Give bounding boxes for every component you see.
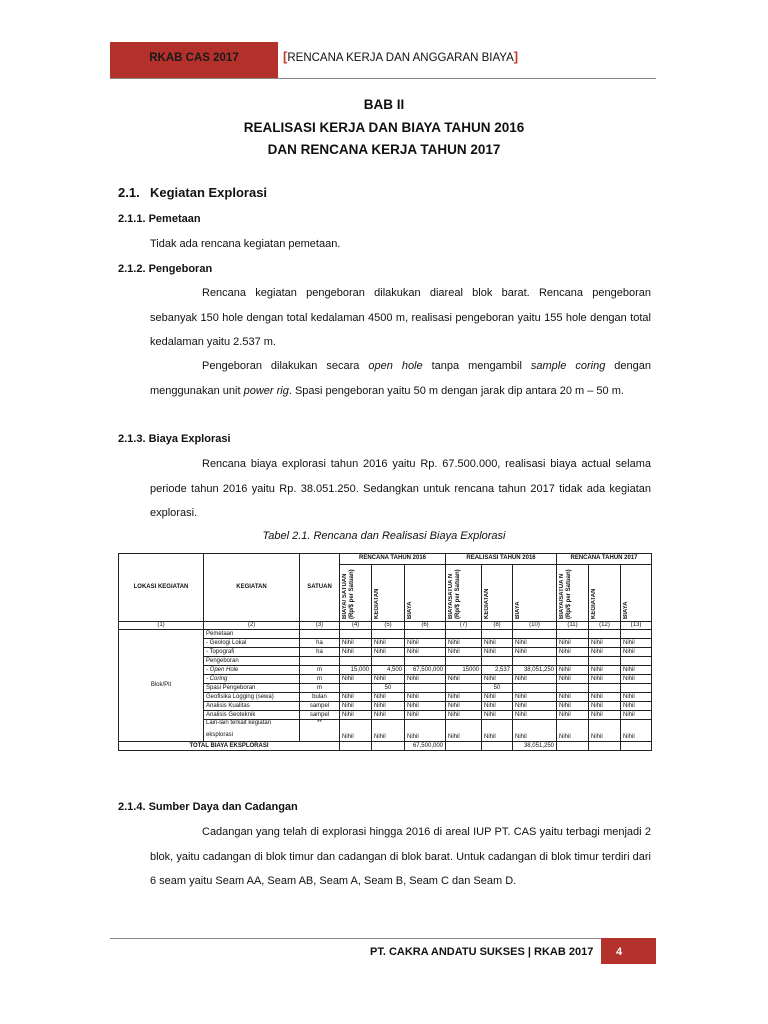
value-cell [482,657,513,666]
section-2-1-2-paragraph-1: Rencana kegiatan pengeboran dilakukan diareal blok barat. Rencana pengeboran sebanyak 150 hole dengan total kedalaman 4500 m, realisasi pengeboran yaitu 155 hole dengan total kedalaman yaitu 2.537 m. [150,287,651,348]
satuan-cell: sampel [300,702,340,711]
column-number: (4) [340,622,372,630]
kegiatan-cell: Geofisika Logging (sewa) [204,693,300,702]
header-kegiatan-vertical: KEGIATAN [372,565,405,622]
column-number: (5) [372,622,405,630]
value-cell: Nihil [372,675,405,684]
table-row [119,630,652,639]
kegiatan-cell [204,720,300,742]
header-rencana-2016: RENCANA TAHUN 2016 [340,554,446,565]
kegiatan-line: eksplorasi [206,731,234,738]
satuan-cell: ha [300,639,340,648]
value-cell: Nihil [446,675,482,684]
value-cell [446,684,482,693]
value-cell: Nihil [589,666,621,675]
value-cell [513,630,557,639]
column-number: (6) [405,622,446,630]
section-2-1-number: 2.1. [118,185,140,200]
value-cell [405,684,446,693]
total-row [119,742,652,751]
value-cell: Nihil [589,648,621,657]
value-cell: Nihil [446,639,482,648]
section-2-1-1-heading: 2.1.1. Pemetaan [118,213,201,225]
value-cell: Nihil [557,666,589,675]
value-cell: Nihil [557,711,589,720]
value-cell: 15,000 [340,666,372,675]
footer-rule [110,938,601,939]
column-number: (12) [589,622,621,630]
header-title: [RENCANA KERJA DAN ANGGARAN BIAYA] [283,49,519,64]
value-cell [621,657,652,666]
value-cell [340,657,372,666]
value-cell: Nihil [513,693,557,702]
value-cell: Nihil [589,711,621,720]
value-cell: Nihil [621,720,652,742]
section-2-1-title: Kegiatan Explorasi [150,185,268,200]
kegiatan-line: Lain-lain terkait kegiatan [206,720,272,727]
value-cell: 2,537 [482,666,513,675]
satuan-cell: m [300,684,340,693]
total-rencana-2016: 67,500,000 [405,742,446,751]
header-biaya: BIAYA [621,565,652,622]
value-cell: Nihil [482,693,513,702]
header-kegiatan-vertical: KEGIATAN [482,565,513,622]
total-realisasi-2016: 38,051,250 [513,742,557,751]
value-cell: Nihil [405,720,446,742]
chapter-title-line1: REALISASI KERJA DAN BIAYA TAHUN 2016 [243,120,525,135]
value-cell: Nihil [340,711,372,720]
column-number: (11) [557,622,589,630]
kegiatan-cell: Pengeboran [204,657,300,666]
satuan-cell: ** [300,720,340,742]
column-number: (2) [204,622,300,630]
value-cell: Nihil [482,675,513,684]
value-cell: Nihil [405,675,446,684]
section-2-1-2-heading: 2.1.2. Pengeboran [118,263,213,275]
value-cell: Nihil [372,720,405,742]
section-2-1-4-paragraph: Cadangan yang telah di explorasi hingga 2016 di areal IUP PT. CAS yaitu terbagi menjadi 2 blok, yaitu cadangan di blok timur dan cadangan di blok barat. Untuk cadangan di blok timur terdiri dari 6 seam yaitu Seam AA, Seam AB, Seam A, Seam B, Seam C dan Seam D. [150,826,651,887]
column-number: (7) [446,622,482,630]
value-cell: Nihil [405,693,446,702]
value-cell: Nihil [340,639,372,648]
value-cell [405,657,446,666]
column-number: (1) [119,622,204,630]
column-number: (10) [513,622,557,630]
column-number: (3) [300,622,340,630]
value-cell [372,657,405,666]
satuan-cell: m [300,666,340,675]
value-cell [621,630,652,639]
value-cell: Nihil [372,702,405,711]
value-cell: Nihil [557,675,589,684]
header-biaya-satuan: BIAYA/SATUA N (Rp/$ per Satuan) [557,565,589,622]
header-kegiatan: KEGIATAN [204,554,300,622]
section-2-1-2-paragraph-2: Pengeboran dilakukan secara open hole tanpa mengambil sample coring dengan menggunakan unit power rig. Spasi pengeboran yaitu 50 m dengan jarak dip antara 20 m – 50 m. [150,360,651,397]
value-cell: Nihil [482,648,513,657]
header-biaya-satuan: BIAYA/ SATUAN (Rp/$ per Satuan) [340,565,372,622]
value-cell: Nihil [340,702,372,711]
value-cell: Nihil [405,639,446,648]
value-cell: Nihil [405,702,446,711]
value-cell: 50 [372,684,405,693]
header-lokasi: LOKASI KEGIATAN [119,554,204,622]
header-biaya-satuan: BIAYA/SATUA N (Rp/$ per Satuan) [446,565,482,622]
value-cell: 15000 [446,666,482,675]
value-cell: Nihil [513,648,557,657]
section-2-1-4-heading: 2.1.4. Sumber Daya dan Cadangan [118,801,298,813]
value-cell: Nihil [621,675,652,684]
value-cell: Nihil [372,693,405,702]
column-number: (8) [482,622,513,630]
value-cell: Nihil [557,648,589,657]
chapter-title-line2: DAN RENCANA KERJA TAHUN 2017 [267,142,501,157]
value-cell: Nihil [589,675,621,684]
value-cell: 38,051,250 [513,666,557,675]
value-cell: Nihil [557,639,589,648]
satuan-cell [300,630,340,639]
value-cell: Nihil [482,702,513,711]
value-cell: Nihil [482,639,513,648]
value-cell: Nihil [589,639,621,648]
value-cell [557,630,589,639]
value-cell [372,630,405,639]
value-cell: Nihil [482,711,513,720]
section-2-1-1-text: Tidak ada rencana kegiatan pemetaan. [150,238,341,250]
value-cell: Nihil [405,648,446,657]
satuan-cell: bulan [300,693,340,702]
value-cell [621,684,652,693]
value-cell [557,657,589,666]
value-cell: Nihil [621,666,652,675]
value-cell: Nihil [482,720,513,742]
value-cell: Nihil [621,639,652,648]
value-cell: Nihil [372,711,405,720]
satuan-cell: m [300,675,340,684]
value-cell: Nihil [589,702,621,711]
value-cell: Nihil [557,693,589,702]
value-cell: Nihil [446,648,482,657]
value-cell [589,657,621,666]
header-biaya: BIAYA [405,565,446,622]
value-cell: 50 [482,684,513,693]
value-cell: Nihil [340,693,372,702]
value-cell: Nihil [513,720,557,742]
value-cell: Nihil [513,711,557,720]
value-cell: Nihil [557,702,589,711]
lokasi-cell: Blok/Pit [119,630,204,742]
header-code: RKAB CAS 2017 [149,52,239,64]
value-cell: Nihil [621,711,652,720]
satuan-cell: ha [300,648,340,657]
table-caption: Tabel 2.1. Rencana dan Realisasi Biaya Explorasi [262,530,506,542]
column-number: (13) [621,622,652,630]
value-cell [405,630,446,639]
value-cell: Nihil [446,702,482,711]
value-cell: Nihil [405,711,446,720]
header-rule [110,78,656,79]
value-cell: Nihil [557,720,589,742]
section-2-1-3-paragraph: Rencana biaya explorasi tahun 2016 yaitu Rp. 67.500.000, realisasi biaya actual selama periode tahun 2016 yaitu Rp. 38.051.250. Sedangkan untuk rencana tahun 2017 tidak ada kegiatan explorasi. [150,458,651,519]
kegiatan-cell: - Coring [204,675,300,684]
value-cell: Nihil [589,720,621,742]
total-label: TOTAL BIAYA EKSPLORASI [119,742,340,751]
kegiatan-cell: Spasi Pengeboran [204,684,300,693]
value-cell: Nihil [513,675,557,684]
satuan-cell: sampel [300,711,340,720]
header-kegiatan-vertical: KEGIATAN [589,565,621,622]
satuan-cell [300,657,340,666]
value-cell: 4,500 [372,666,405,675]
kegiatan-cell: - Topografi [204,648,300,657]
footer-company: PT. CAKRA ANDATU SUKSES | RKAB 2017 [370,946,594,958]
value-cell [513,684,557,693]
value-cell: Nihil [621,702,652,711]
kegiatan-cell: - Open Hole [204,666,300,675]
exploration-cost-table [118,553,652,751]
chapter-number: BAB II [363,97,405,112]
value-cell [482,630,513,639]
value-cell: Nihil [446,693,482,702]
value-cell [446,630,482,639]
value-cell: Nihil [513,639,557,648]
value-cell: Nihil [340,675,372,684]
value-cell [589,684,621,693]
section-2-1-3-heading: 2.1.3. Biaya Explorasi [118,433,231,445]
value-cell [557,684,589,693]
kegiatan-cell: - Geologi Lokal [204,639,300,648]
value-cell [589,630,621,639]
value-cell: Nihil [372,648,405,657]
header-rencana-2017: RENCANA TAHUN 2017 [557,554,652,565]
header-biaya: BIAYA [513,565,557,622]
kegiatan-cell: Pemetaan [204,630,300,639]
page-number: 4 [615,946,623,958]
value-cell [340,684,372,693]
value-cell: Nihil [446,720,482,742]
value-cell: Nihil [513,702,557,711]
header-realisasi-2016: REALISASI TAHUN 2016 [446,554,557,565]
value-cell: Nihil [340,648,372,657]
header-satuan: SATUAN [300,554,340,622]
value-cell [340,630,372,639]
kegiatan-cell: Analisis Kualitas [204,702,300,711]
value-cell [513,657,557,666]
value-cell [446,657,482,666]
value-cell: 67,500,000 [405,666,446,675]
value-cell: Nihil [340,720,372,742]
value-cell: Nihil [446,711,482,720]
value-cell: Nihil [372,639,405,648]
kegiatan-cell: Analisis Geoteknik [204,711,300,720]
value-cell: Nihil [621,648,652,657]
value-cell: Nihil [621,693,652,702]
value-cell: Nihil [589,693,621,702]
